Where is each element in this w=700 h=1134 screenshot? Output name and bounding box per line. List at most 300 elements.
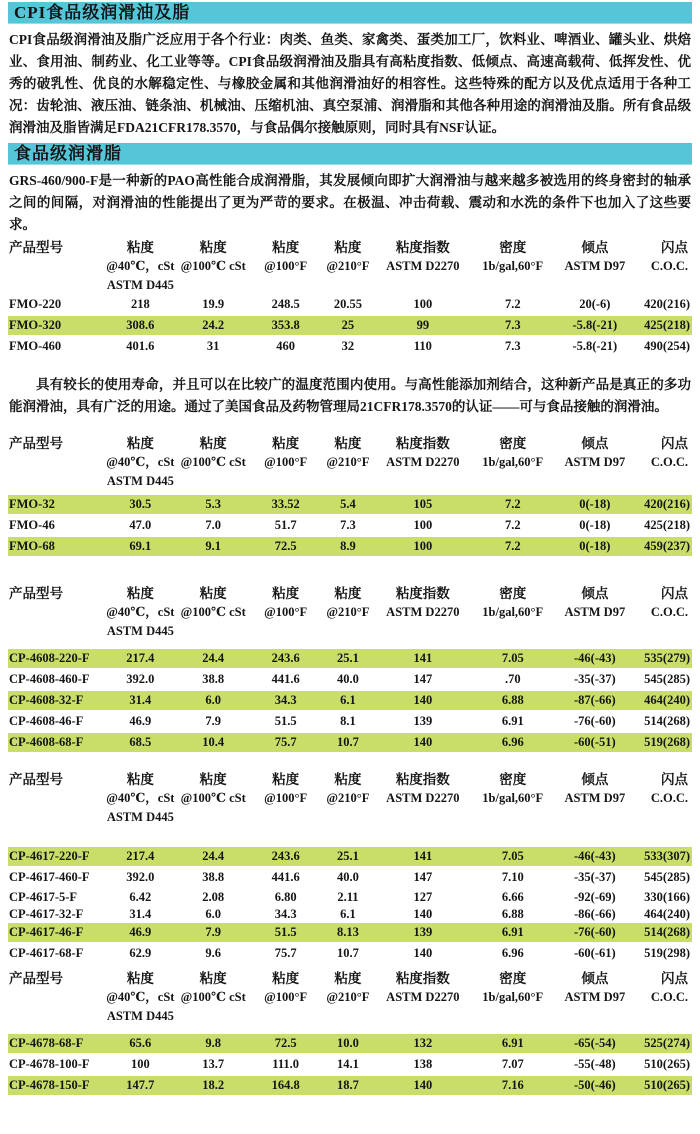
cell-flash-point: 459(237): [635, 536, 693, 557]
cell-flash-point: 425(218): [635, 315, 693, 336]
column-header-line1: 闪点: [661, 240, 688, 255]
cell-visc-index: 139: [375, 711, 470, 732]
cell-visc100f: 460: [251, 336, 321, 357]
column-header-model-label: 产品型号: [9, 436, 63, 451]
column-header-visc40: [105, 770, 175, 827]
cell-visc40: 308.6: [105, 315, 175, 336]
section-title-grease: [8, 143, 692, 165]
cell-visc100f: 33.52: [251, 495, 321, 515]
column-header-model: [8, 434, 105, 491]
cell-visc210f: 10.0: [321, 1034, 376, 1054]
column-header-line2: ASTM D97: [564, 455, 626, 469]
column-header-visc-index: [375, 434, 470, 491]
cell-pour-point: 0(-18): [555, 536, 634, 557]
header-gap-row: [8, 1026, 692, 1034]
cell-flash-point: 535(279): [635, 649, 693, 669]
column-header-line1: 粘度: [334, 240, 362, 255]
cell-visc100f: 353.8: [251, 315, 321, 336]
cell-visc40: 217.4: [105, 847, 175, 867]
column-header-visc-index: [375, 969, 470, 1026]
cell-visc210f: 25.1: [321, 847, 376, 867]
column-header-line1: 闪点: [661, 772, 688, 787]
cell-pour-point: -5.8(-21): [555, 336, 634, 357]
cell-model: FMO-32: [8, 495, 105, 515]
column-header-line2: @40℃，cSt: [106, 791, 175, 805]
column-header-line1: 倾点: [581, 586, 609, 601]
spec-table-header: [8, 770, 692, 827]
cell-density: 6.88: [470, 906, 555, 923]
cell-visc100f: 164.8: [251, 1075, 321, 1096]
header-row: [8, 969, 692, 1026]
cell-flash-point: 514(268): [635, 923, 693, 944]
column-header-line1: 倾点: [581, 971, 609, 986]
cell-visc100f: 243.6: [251, 847, 321, 867]
cell-model: FMO-460: [8, 336, 105, 357]
cell-visc40: 47.0: [105, 515, 175, 536]
column-header-line2: @210°F: [326, 990, 370, 1004]
cell-visc100c: 7.9: [176, 923, 251, 944]
column-header-model: [8, 238, 105, 295]
column-header-pour-point: [555, 969, 634, 1026]
cell-pour-point: -35(-37): [555, 867, 634, 888]
spec-table-section-2: [8, 434, 692, 558]
cell-visc100c: 7.9: [176, 711, 251, 732]
column-header-visc100f: [251, 770, 321, 827]
column-header-line2: ASTM D2270: [386, 605, 460, 619]
cell-visc210f: 5.4: [321, 495, 376, 515]
cell-visc-index: 100: [375, 515, 470, 536]
cell-visc40: 62.9: [105, 943, 175, 964]
column-header-visc40: [105, 434, 175, 491]
column-header-line2: @210°F: [326, 259, 370, 273]
cell-visc-index: 100: [375, 536, 470, 557]
table-row: [8, 847, 692, 867]
spec-table-body: [8, 641, 692, 753]
column-header-line2: 1b/gal,60°F: [482, 791, 544, 805]
cell-model: CP-4617-32-F: [8, 906, 105, 923]
cell-visc100f: 441.6: [251, 669, 321, 690]
cell-flash-point: 514(268): [635, 711, 693, 732]
cell-pour-point: -86(-66): [555, 906, 634, 923]
table-row: [8, 943, 692, 964]
cell-visc100c: 6.0: [176, 906, 251, 923]
column-header-line1: 粘度: [126, 772, 154, 787]
column-header-line1: 闪点: [661, 586, 688, 601]
cell-flash-point: 545(285): [635, 669, 693, 690]
column-header-visc100f: [251, 238, 321, 295]
cell-pour-point: -92(-69): [555, 888, 634, 906]
table-row: [8, 923, 692, 944]
column-header-line2: @100°F: [264, 791, 308, 805]
column-header-visc210f: [321, 584, 376, 641]
cell-visc-index: 105: [375, 495, 470, 515]
cell-flash-point: 525(274): [635, 1034, 693, 1054]
cell-density: 7.05: [470, 847, 555, 867]
cell-flash-point: 330(166): [635, 888, 693, 906]
cell-pour-point: -5.8(-21): [555, 315, 634, 336]
cell-density: .70: [470, 669, 555, 690]
column-header-line1: 粘度: [334, 971, 362, 986]
column-header-line3: ASTM D445: [106, 810, 174, 824]
cell-visc210f: 6.1: [321, 690, 376, 711]
cell-model: FMO-46: [8, 515, 105, 536]
table-row: [8, 1075, 692, 1096]
column-header-visc100f: [251, 584, 321, 641]
header-row: [8, 584, 692, 641]
column-header-line2: @100°F: [264, 990, 308, 1004]
column-header-line2: @210°F: [326, 605, 370, 619]
column-header-density: [470, 969, 555, 1026]
cell-visc-index: 139: [375, 923, 470, 944]
column-header-line2: ASTM D97: [564, 259, 626, 273]
cell-visc100c: 24.4: [176, 847, 251, 867]
cell-flash-point: 464(240): [635, 690, 693, 711]
cell-visc-index: 127: [375, 888, 470, 906]
column-header-visc100f: [251, 434, 321, 491]
cell-visc100c: 9.8: [176, 1034, 251, 1054]
column-header-line1: 倾点: [581, 436, 609, 451]
column-header-density: [470, 238, 555, 295]
column-header-visc40: [105, 969, 175, 1026]
column-header-line1: 粘度: [272, 772, 300, 787]
column-header-line1: 粘度: [126, 240, 154, 255]
column-header-visc100c: [176, 969, 251, 1026]
cell-density: 7.2: [470, 295, 555, 315]
cell-visc100f: 51.7: [251, 515, 321, 536]
column-header-line2: C.O.C.: [650, 259, 688, 273]
cell-visc100c: 9.6: [176, 943, 251, 964]
cell-visc-index: 100: [375, 295, 470, 315]
table-row: [8, 1054, 692, 1075]
cell-visc-index: 132: [375, 1034, 470, 1054]
cell-visc40: 46.9: [105, 923, 175, 944]
cell-model: FMO-68: [8, 536, 105, 557]
cell-density: 7.2: [470, 536, 555, 557]
table-row: [8, 906, 692, 923]
column-header-model-label: 产品型号: [9, 240, 63, 255]
cell-density: 7.3: [470, 336, 555, 357]
cell-density: 7.16: [470, 1075, 555, 1096]
column-header-visc100f: [251, 969, 321, 1026]
column-header-line1: 密度: [499, 240, 527, 255]
header-row: [8, 238, 692, 295]
column-header-line2: C.O.C.: [650, 990, 688, 1004]
cell-visc100c: 5.3: [176, 495, 251, 515]
cell-visc210f: 2.11: [321, 888, 376, 906]
cell-density: 6.66: [470, 888, 555, 906]
cell-visc40: 147.7: [105, 1075, 175, 1096]
cell-model: CP-4608-220-F: [8, 649, 105, 669]
cell-visc210f: 10.7: [321, 732, 376, 753]
section-title-main-label: CPI食品级润滑油及脂: [14, 3, 191, 22]
cell-flash-point: 545(285): [635, 867, 693, 888]
cell-visc100f: 243.6: [251, 649, 321, 669]
cell-visc100f: 111.0: [251, 1054, 321, 1075]
spec-table-body: [8, 1026, 692, 1096]
column-header-line2: @100℃ cSt: [180, 259, 246, 273]
cell-visc100f: 72.5: [251, 1034, 321, 1054]
column-header-line1: 粘度: [126, 971, 154, 986]
table-row: [8, 1034, 692, 1054]
table-row: [8, 888, 692, 906]
column-header-line2: @40℃，cSt: [106, 605, 175, 619]
table-row: [8, 669, 692, 690]
cell-density: 7.3: [470, 315, 555, 336]
column-header-line2: ASTM D2270: [386, 259, 460, 273]
spec-table-section-3: [8, 584, 692, 754]
cell-visc40: 6.42: [105, 888, 175, 906]
cell-visc100c: 31: [176, 336, 251, 357]
cell-visc40: 31.4: [105, 906, 175, 923]
cell-flash-point: 464(240): [635, 906, 693, 923]
spec-table: [8, 969, 692, 1097]
column-header-line1: 粘度: [199, 586, 227, 601]
cell-visc100c: 38.8: [176, 867, 251, 888]
cell-visc-index: 141: [375, 847, 470, 867]
column-header-line1: 粘度: [199, 971, 227, 986]
column-header-line3: ASTM D445: [106, 278, 174, 292]
cell-visc210f: 25.1: [321, 649, 376, 669]
column-header-pour-point: [555, 238, 634, 295]
column-header-visc100c: [176, 584, 251, 641]
cell-visc40: 68.5: [105, 732, 175, 753]
table-row: [8, 732, 692, 753]
cell-visc100f: 75.7: [251, 943, 321, 964]
cell-visc100c: 9.1: [176, 536, 251, 557]
column-header-line2: ASTM D97: [564, 605, 626, 619]
column-header-line1: 密度: [499, 971, 527, 986]
table-row: [8, 336, 692, 357]
cell-visc100f: 75.7: [251, 732, 321, 753]
cell-visc-index: 147: [375, 867, 470, 888]
column-header-model: [8, 969, 105, 1026]
cell-visc40: 100: [105, 1054, 175, 1075]
column-header-visc100c: [176, 434, 251, 491]
column-header-line2: 1b/gal,60°F: [482, 990, 544, 1004]
column-header-line2: ASTM D2270: [386, 455, 460, 469]
cell-density: 7.2: [470, 495, 555, 515]
cell-visc100c: 19.9: [176, 295, 251, 315]
column-header-line1: 倾点: [581, 240, 609, 255]
column-header-visc210f: [321, 434, 376, 491]
cell-pour-point: 0(-18): [555, 515, 634, 536]
column-header-line2: @40℃，cSt: [106, 990, 175, 1004]
cell-pour-point: 0(-18): [555, 495, 634, 515]
cell-density: 7.2: [470, 515, 555, 536]
cell-flash-point: 519(268): [635, 732, 693, 753]
cell-pour-point: -76(-60): [555, 923, 634, 944]
column-header-line1: 粘度: [334, 436, 362, 451]
cell-pour-point: -76(-60): [555, 711, 634, 732]
cell-model: CP-4617-5-F: [8, 888, 105, 906]
table-row: [8, 515, 692, 536]
table-row: [8, 690, 692, 711]
column-header-flash-point: [635, 434, 693, 491]
column-header-line2: @210°F: [326, 455, 370, 469]
cell-visc210f: 7.3: [321, 515, 376, 536]
cell-visc100c: 13.7: [176, 1054, 251, 1075]
cell-flash-point: 425(218): [635, 515, 693, 536]
column-header-model: [8, 584, 105, 641]
cell-pour-point: -46(-43): [555, 847, 634, 867]
spec-table-header: [8, 434, 692, 491]
cell-visc-index: 140: [375, 906, 470, 923]
cell-density: 6.96: [470, 732, 555, 753]
cell-flash-point: 533(307): [635, 847, 693, 867]
cell-visc-index: 147: [375, 669, 470, 690]
cell-pour-point: -60(-61): [555, 943, 634, 964]
column-header-density: [470, 584, 555, 641]
column-header-line2: @100°F: [264, 259, 308, 273]
column-header-line1: 粘度: [199, 436, 227, 451]
cell-model: CP-4617-460-F: [8, 867, 105, 888]
spec-table: [8, 434, 692, 558]
column-header-line2: 1b/gal,60°F: [482, 259, 544, 273]
column-header-line1: 粘度指数: [395, 586, 450, 601]
cell-pour-point: -46(-43): [555, 649, 634, 669]
cell-visc-index: 99: [375, 315, 470, 336]
cell-model: CP-4678-68-F: [8, 1034, 105, 1054]
header-gap-cell: [8, 1026, 692, 1034]
column-header-line2: @100°F: [264, 605, 308, 619]
cell-density: 7.07: [470, 1054, 555, 1075]
cell-visc210f: 8.9: [321, 536, 376, 557]
column-header-line2: @100°F: [264, 455, 308, 469]
column-header-line1: 粘度指数: [395, 436, 450, 451]
mid-paragraph: 具有较长的使用寿命，并且可以在比较广的温度范围内使用。与高性能添加剂结合，这种新产品是真正的多功能润滑油，具有广泛的用途。通过了美国食品及药物管理局21CFR178.3570的认证——可与食品接触的润滑油。: [9, 377, 691, 414]
cell-model: CP-4678-100-F: [8, 1054, 105, 1075]
cell-visc40: 31.4: [105, 690, 175, 711]
column-header-pour-point: [555, 584, 634, 641]
cell-flash-point: 510(265): [635, 1075, 693, 1096]
column-header-line1: 粘度指数: [395, 971, 450, 986]
cell-visc40: 392.0: [105, 669, 175, 690]
column-header-line2: ASTM D97: [564, 791, 626, 805]
column-header-line2: @100℃ cSt: [180, 455, 246, 469]
cell-flash-point: 420(216): [635, 495, 693, 515]
column-header-flash-point: [635, 238, 693, 295]
column-header-line1: 粘度: [272, 436, 300, 451]
column-header-flash-point: [635, 770, 693, 827]
cell-visc210f: 40.0: [321, 669, 376, 690]
cell-visc100f: 51.5: [251, 923, 321, 944]
spec-table: [8, 238, 692, 358]
cell-visc100f: 34.3: [251, 906, 321, 923]
table-row: [8, 295, 692, 315]
cell-visc100c: 7.0: [176, 515, 251, 536]
column-header-line2: ASTM D97: [564, 990, 626, 1004]
cell-model: CP-4678-150-F: [8, 1075, 105, 1096]
table-row: [8, 867, 692, 888]
cell-model: FMO-320: [8, 315, 105, 336]
column-header-line1: 粘度: [199, 772, 227, 787]
column-header-line1: 倾点: [581, 772, 609, 787]
column-header-visc-index: [375, 238, 470, 295]
cell-pour-point: -60(-51): [555, 732, 634, 753]
spec-table-section-1: [8, 238, 692, 358]
table-row: [8, 315, 692, 336]
cell-visc100c: 24.4: [176, 649, 251, 669]
spec-table-header: [8, 584, 692, 641]
cell-visc210f: 10.7: [321, 943, 376, 964]
cell-density: 7.10: [470, 867, 555, 888]
spec-table-body: [8, 827, 692, 964]
cell-visc210f: 32: [321, 336, 376, 357]
column-header-line2: ASTM D2270: [386, 791, 460, 805]
column-header-visc210f: [321, 770, 376, 827]
cell-model: CP-4608-460-F: [8, 669, 105, 690]
column-header-line2: @100℃ cSt: [180, 605, 246, 619]
cell-visc100c: 38.8: [176, 669, 251, 690]
cell-visc210f: 18.7: [321, 1075, 376, 1096]
column-header-line2: ASTM D2270: [386, 990, 460, 1004]
column-header-line1: 密度: [499, 772, 527, 787]
column-header-visc210f: [321, 238, 376, 295]
cell-density: 6.96: [470, 943, 555, 964]
column-header-flash-point: [635, 584, 693, 641]
column-header-pour-point: [555, 770, 634, 827]
cell-visc-index: 141: [375, 649, 470, 669]
section-title-main: [8, 2, 692, 24]
cell-visc210f: 8.1: [321, 711, 376, 732]
header-gap-row: [8, 641, 692, 649]
column-header-line1: 闪点: [661, 971, 688, 986]
cell-visc40: 30.5: [105, 495, 175, 515]
column-header-line1: 粘度: [334, 772, 362, 787]
column-header-line1: 粘度: [334, 586, 362, 601]
cell-visc-index: 138: [375, 1054, 470, 1075]
spec-table-header: [8, 969, 692, 1026]
cell-visc100f: 34.3: [251, 690, 321, 711]
column-header-flash-point: [635, 969, 693, 1026]
header-gap-cell: [8, 641, 692, 649]
cell-visc100c: 6.0: [176, 690, 251, 711]
spec-table: [8, 770, 692, 965]
column-header-line2: @40℃，cSt: [106, 259, 175, 273]
spec-table-body: [8, 295, 692, 357]
spec-table-section-5: [8, 969, 692, 1097]
column-header-line1: 粘度: [199, 240, 227, 255]
column-header-density: [470, 770, 555, 827]
cell-visc-index: 140: [375, 1075, 470, 1096]
cell-visc40: 46.9: [105, 711, 175, 732]
cell-visc210f: 40.0: [321, 867, 376, 888]
grease-paragraph: GRS-460/900-F是一种新的PAO高性能合成润滑脂，其发展倾向即扩大润滑油与越来越多被选用的终身密封的轴承之间的间隔，对润滑油的性能提出了更为严苛的要求。在极温、冲击荷载、震动和水洗的条件下也加入了这些要求。: [9, 173, 691, 232]
table-row: [8, 536, 692, 557]
column-header-line1: 粘度: [126, 586, 154, 601]
column-header-visc-index: [375, 770, 470, 827]
header-row: [8, 770, 692, 827]
spec-table-header: [8, 238, 692, 295]
column-header-visc100c: [176, 770, 251, 827]
cell-visc100f: 6.80: [251, 888, 321, 906]
column-header-line1: 粘度指数: [395, 772, 450, 787]
cell-visc-index: 110: [375, 336, 470, 357]
column-header-line2: C.O.C.: [650, 455, 688, 469]
cell-visc40: 401.6: [105, 336, 175, 357]
column-header-visc40: [105, 584, 175, 641]
cell-visc210f: 20.55: [321, 295, 376, 315]
cell-pour-point: -55(-48): [555, 1054, 634, 1075]
column-header-line1: 密度: [499, 436, 527, 451]
intro-paragraph: CPI食品级润滑油及脂广泛应用于各个行业：肉类、鱼类、家禽类、蛋类加工厂，饮料业、啤酒业、罐头业、烘焙业、食用油、制药业、化工业等等。CPI食品级润滑油及脂具有高粘度指数、低倾点、高速高载荷、低挥发性、优秀的破乳性、优良的水解稳定性、与橡胶金属和其他润滑油好的相容性。这些特殊的配方以及优点适用于各种工况：齿轮油、液压油、链条油、机械油、压缩机油、真空泵浦、润滑脂和其他各种用途的润滑油及脂。所有食品级润滑油及脂皆满足FDA21CFR178.3570，与食品偶尔接触原则，同时具有NSF认证。: [9, 32, 691, 135]
table-row: [8, 711, 692, 732]
cell-density: 6.91: [470, 923, 555, 944]
cell-model: FMO-220: [8, 295, 105, 315]
column-header-line3: ASTM D445: [106, 1009, 174, 1023]
column-header-model-label: 产品型号: [9, 971, 63, 986]
column-header-line1: 粘度: [272, 586, 300, 601]
